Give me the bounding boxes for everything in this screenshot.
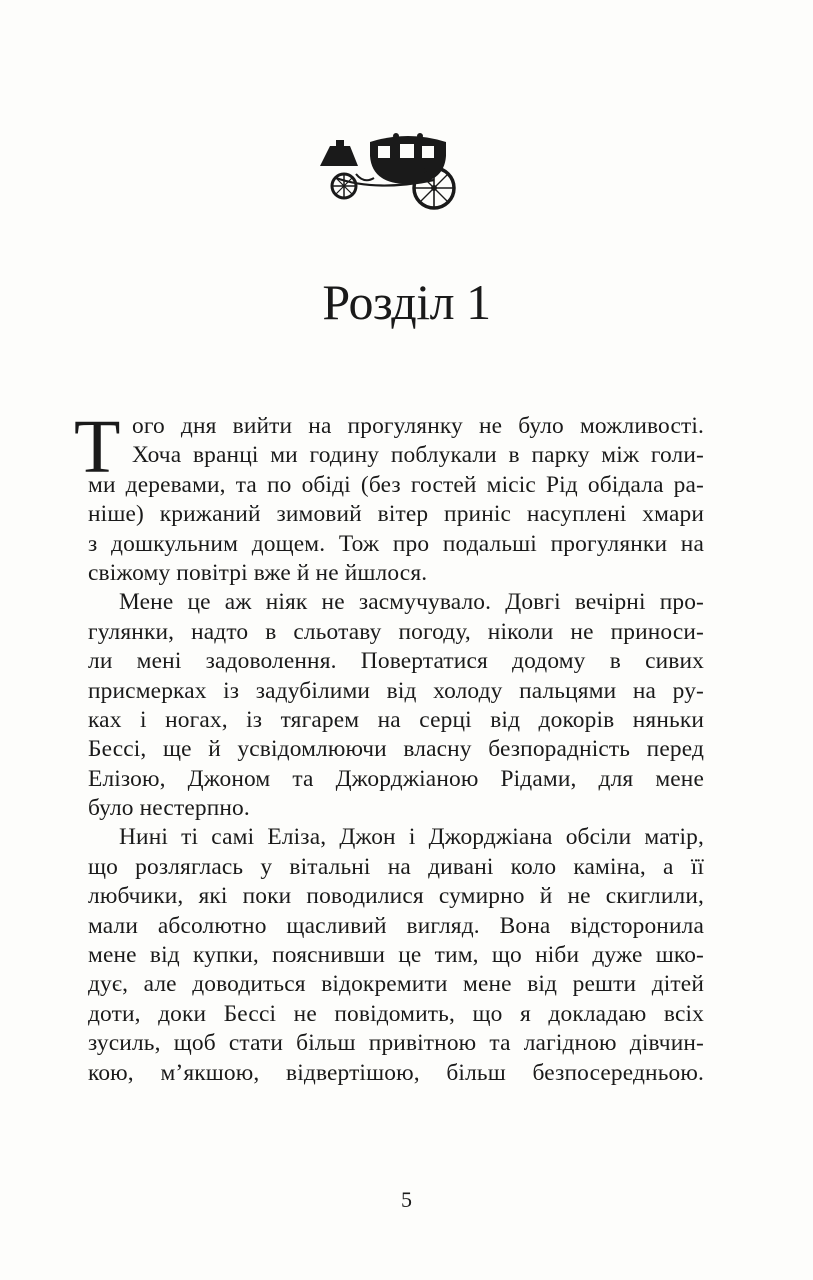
paragraph	[88, 588, 704, 823]
text-line: кою, м’якшою, відвертішою, більш безпосередньою.	[88, 1059, 704, 1086]
text-line: доти, доки Бессі не повідомить, що я докладаю всіх	[88, 1000, 704, 1027]
chapter-title: Розділ 1	[322, 274, 491, 330]
text-line: Бессі, ще й усвідомлюючи власну безпорадність перед	[88, 736, 704, 763]
text-line: що розляглась у вітальні на дивані коло каміна, а її	[88, 853, 704, 880]
text-line: Нині ті самі Еліза, Джон і Джорджіана обсіли матір,	[119, 824, 704, 851]
text-line: гулянки, надто в сльотаву погоду, ніколи не приноси-	[88, 618, 704, 645]
text-line: Елізою, Джоном та Джорджіаною Рідами, для мене	[88, 765, 704, 792]
text-line: свіжому повітрі вже й не йшлося.	[88, 559, 428, 586]
text-line: присмерках із задубілими від холоду пальцями на ру-	[88, 677, 704, 704]
text-line: було нестерпно.	[88, 795, 250, 822]
text-line: з дошкульним дощем. Тож про подальші прогулянки на	[88, 530, 704, 557]
text-line: мене від купки, пояснивши це тим, що ніби дуже шко-	[88, 942, 704, 969]
text-line: ли мені задоволення. Повертатися додому в сивих	[88, 648, 704, 675]
chapter-body-text	[74, 405, 704, 1088]
page-number: 5	[401, 1187, 412, 1212]
text-line: дує, але доводиться відокремити мене від решти дітей	[88, 971, 704, 998]
text-line: ого дня вийти на прогулянку не було можливості.	[132, 413, 704, 439]
carriage-ornament-icon	[316, 126, 461, 214]
text-line: любчики, які поки поводилися сумирно й не скиглили,	[88, 883, 704, 910]
text-line: ми деревами, та по обіді (без гостей місіс Рід обідала ра-	[88, 471, 704, 498]
drop-cap: Т	[74, 405, 121, 489]
text-line: ніше) крижаний зимовий вітер приніс насуплені хмари	[88, 501, 704, 528]
paragraph	[74, 405, 704, 588]
text-line: Хоча вранці ми годину поблукали в парку між голи-	[132, 442, 704, 469]
paragraph	[88, 823, 704, 1088]
text-line: ках і ногах, із тягарем на серці від докорів няньки	[88, 706, 704, 733]
text-line: Мене це аж ніяк не засмучувало. Довгі вечірні про-	[119, 589, 704, 616]
text-line: мали абсолютно щасливий вигляд. Вона відсторонила	[88, 912, 704, 939]
text-line: зусиль, щоб стати більш привітною та лагідною дівчин-	[88, 1030, 704, 1057]
